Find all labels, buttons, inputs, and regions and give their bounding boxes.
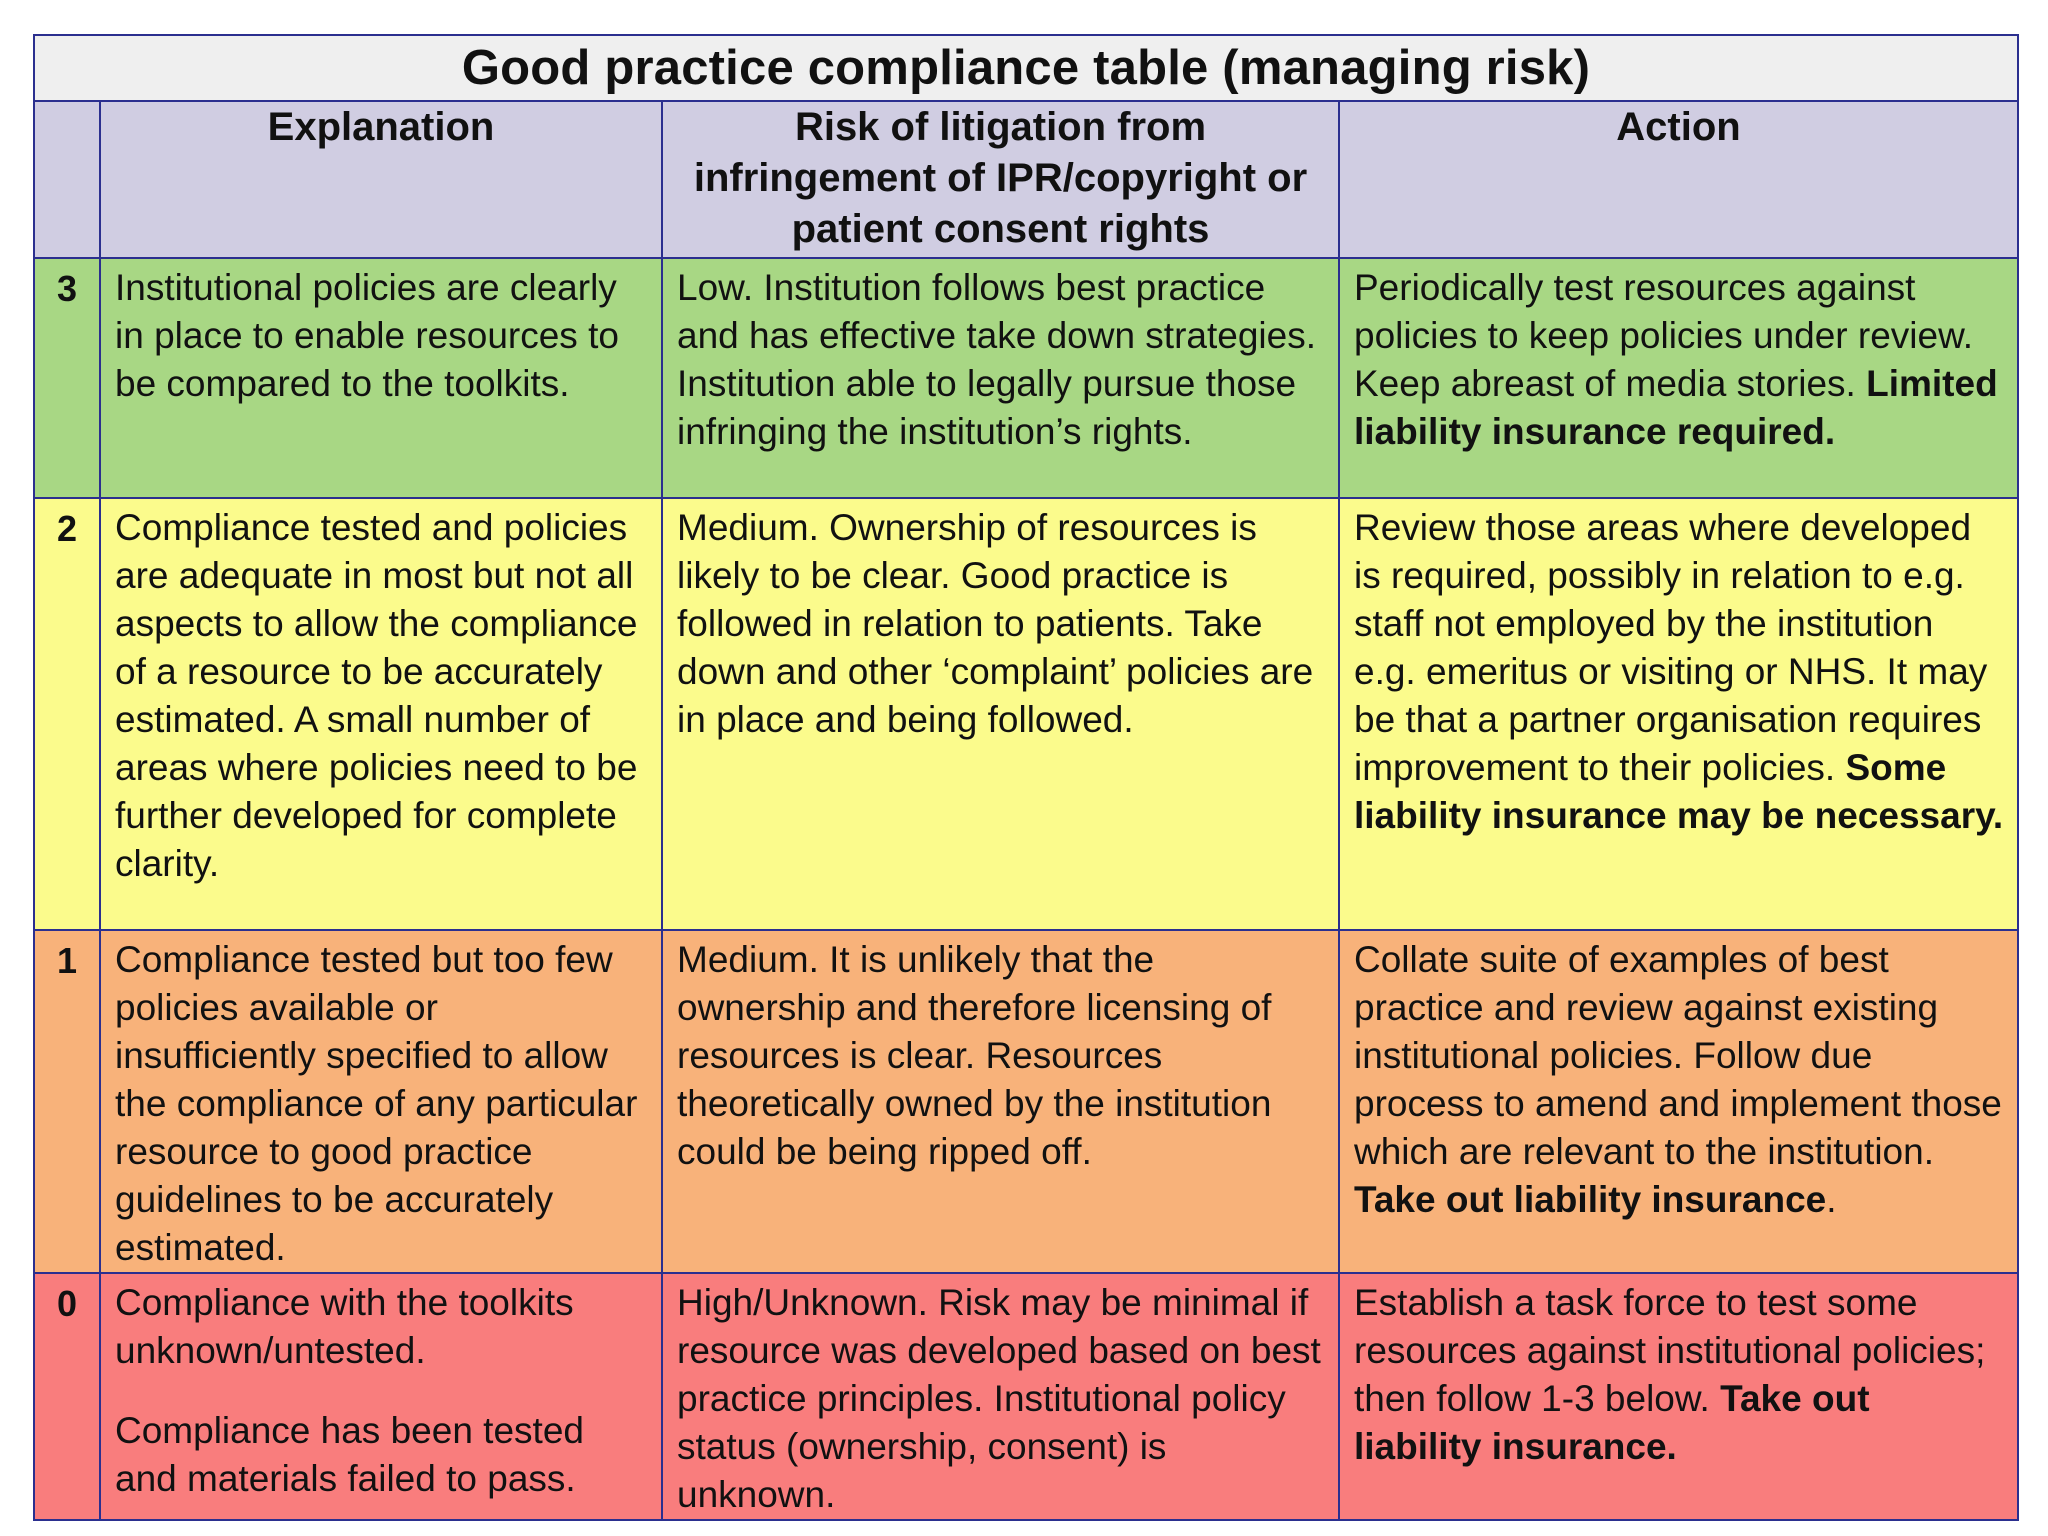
action-bold-text: Some liability insurance may be necessary. — [1354, 747, 2004, 836]
explanation-cell — [100, 498, 662, 930]
table-row — [34, 498, 2018, 930]
explanation-cell — [100, 258, 662, 498]
table-row — [34, 930, 2018, 1273]
level-number: 0 — [34, 1273, 100, 1520]
action-bold-text: Take out liability insurance — [1354, 1179, 1827, 1220]
level-number: 3 — [34, 258, 100, 498]
explanation-text: Institutional policies are clearly in place to enable resources to be compared to the toolkits. — [115, 267, 619, 404]
action-tail: . — [1826, 1179, 1837, 1220]
compliance-table-frame — [33, 34, 2017, 1515]
level-number: 2 — [34, 498, 100, 930]
risk-cell: Medium. It is unlikely that the ownership and therefore licensing of resources is clear. Resources theoretically owned by the institution could be being ripped off. — [662, 930, 1339, 1273]
explanation-text: Compliance tested and policies are adequate in most but not all aspects to allow the compliance of a resource to be accurately estimated. A small number of areas where policies need to be further developed for complete clarity. — [115, 507, 638, 884]
risk-cell: High/Unknown. Risk may be minimal if resource was developed based on best practice principles. Institutional policy status (ownership, consent) is unknown. — [662, 1273, 1339, 1520]
action-bold-text: Take out liability insurance. — [1354, 1378, 1870, 1467]
level-number: 1 — [34, 930, 100, 1273]
action-text: Collate suite of examples of best practice and review against existing institutional policies. Follow due process to amend and implement those which are relevant to the institution. — [1354, 939, 2002, 1172]
explanation-text-secondary: Compliance has been tested and materials failed to pass. — [115, 1410, 584, 1499]
action-cell — [1339, 258, 2018, 498]
action-cell — [1339, 930, 2018, 1273]
header-number — [34, 101, 100, 258]
header-row — [34, 101, 2018, 258]
table-row — [34, 258, 2018, 498]
compliance-table — [33, 34, 2019, 1521]
action-cell — [1339, 1273, 2018, 1520]
header-explanation: Explanation — [100, 101, 662, 258]
title-row — [34, 35, 2018, 101]
header-risk: Risk of litigation from infringement of IPR/copyright or patient consent rights — [662, 101, 1339, 258]
action-text: Establish a task force to test some resources against institutional policies; then follow 1-3 below. — [1354, 1282, 1986, 1419]
explanation-text: Compliance with the toolkits unknown/untested. — [115, 1282, 574, 1371]
table-row — [34, 1273, 2018, 1520]
table-title: Good practice compliance table (managing risk) — [34, 35, 2018, 101]
action-bold-text: Limited liability insurance required. — [1354, 363, 1998, 452]
header-action: Action — [1339, 101, 2018, 258]
action-text: Review those areas where developed is required, possibly in relation to e.g. staff not employed by the institution e.g. emeritus or visiting or NHS. It may be that a partner organisation requires improvement to their policies. — [1354, 507, 1988, 788]
action-text: Periodically test resources against policies to keep policies under review. Keep abreast of media stories. — [1354, 267, 1974, 404]
explanation-cell — [100, 930, 662, 1273]
action-cell — [1339, 498, 2018, 930]
risk-cell: Low. Institution follows best practice and has effective take down strategies. Institution able to legally pursue those infringing the institution’s rights. — [662, 258, 1339, 498]
explanation-text: Compliance tested but too few policies available or insufficiently specified to allow the compliance of any particular resource to good practice guidelines to be accurately estimated. — [115, 939, 638, 1268]
risk-cell: Medium. Ownership of resources is likely to be clear. Good practice is followed in relation to patients. Take down and other ‘complaint’ policies are in place and being followed. — [662, 498, 1339, 930]
explanation-cell — [100, 1273, 662, 1520]
